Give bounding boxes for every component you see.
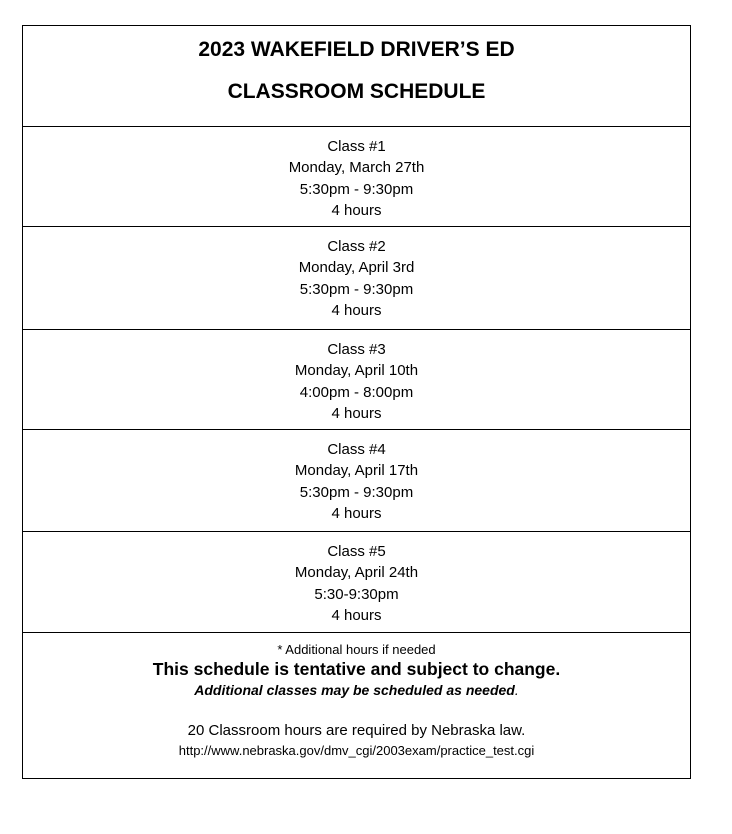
class-row [23,127,691,227]
class-date: Monday, April 24th [294,564,419,582]
law-requirement: 20 Classroom hours are required by Nebraska law. [187,722,526,739]
class-date: Monday, April 10th [294,362,419,380]
title-line-2: CLASSROOM SCHEDULE [227,80,486,103]
additional-hours-note: * Additional hours if needed [277,642,436,657]
title-line-1: 2023 WAKEFIELD DRIVER’S ED [198,38,515,61]
class-duration: 4 hours [331,606,382,624]
class-time: 5:30pm - 9:30pm [299,483,414,501]
class-4-cell [23,430,691,532]
class-time: 5:30pm - 9:30pm [299,280,414,298]
class-row [23,330,691,430]
class-1-cell [23,127,691,227]
class-time: 4:00pm - 8:00pm [299,383,414,401]
class-name: Class #4 [327,441,386,458]
class-duration: 4 hours [331,201,382,219]
class-2-cell [23,227,691,330]
additional-classes-text: Additional classes may be scheduled as needed [194,682,515,698]
class-duration: 4 hours [331,301,382,319]
class-name: Class #5 [327,543,386,560]
tentative-notice: This schedule is tentative and subject to change. [152,659,561,679]
footer-cell [23,633,691,779]
class-5-cell [23,532,691,633]
class-date: Monday, April 17th [294,462,419,480]
class-row [23,430,691,532]
title-row [23,26,691,127]
class-duration: 4 hours [331,404,382,422]
class-time: 5:30pm - 9:30pm [299,180,414,198]
additional-classes-notice [23,680,690,700]
class-3-cell [23,330,691,430]
schedule-table [22,25,691,779]
class-name: Class #1 [327,138,386,155]
footer-row [23,633,691,779]
practice-test-url[interactable]: http://www.nebraska.gov/dmv_cgi/2003exam/practice_test.cgi [178,743,535,758]
class-row [23,227,691,330]
class-row [23,532,691,633]
title-cell [23,26,691,127]
additional-classes-period: . [514,682,519,698]
class-duration: 4 hours [331,504,382,522]
class-date: Monday, April 3rd [298,259,415,277]
class-name: Class #3 [327,341,386,358]
class-time: 5:30-9:30pm [314,585,399,603]
class-date: Monday, March 27th [288,159,425,177]
class-name: Class #2 [327,238,386,255]
